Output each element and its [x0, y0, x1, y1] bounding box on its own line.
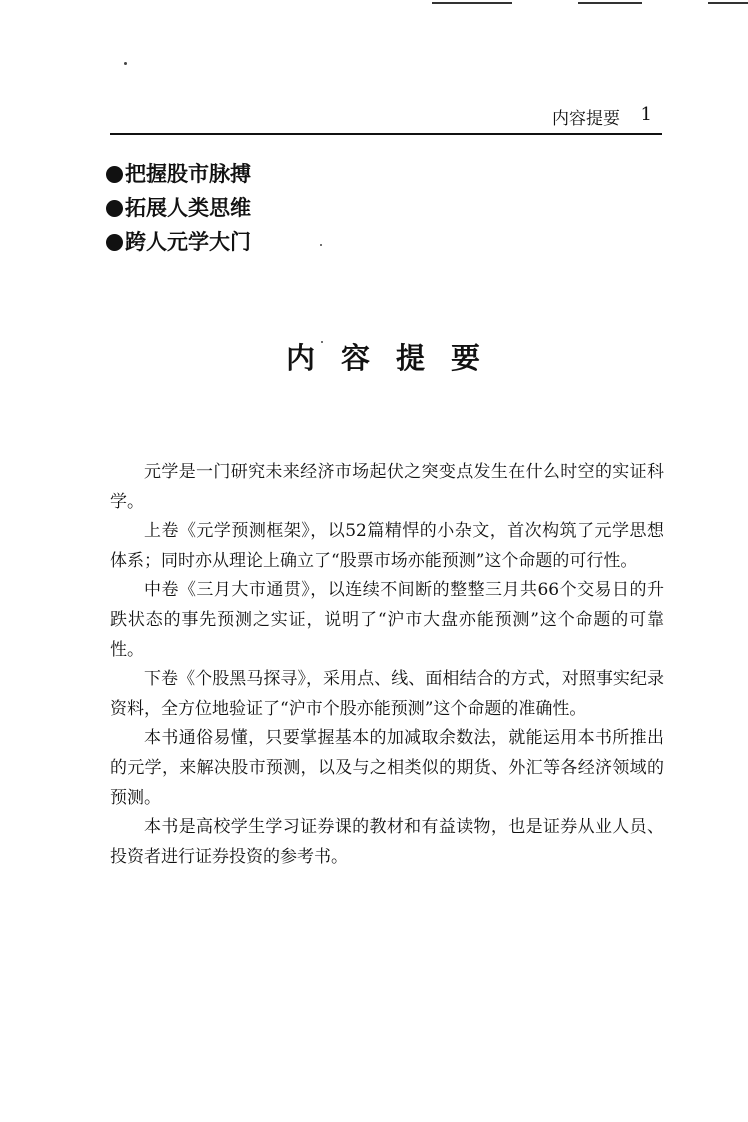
scan-edge-mark-2 [578, 2, 642, 4]
running-title: 内容提要 [552, 109, 620, 129]
scan-speck [320, 244, 322, 246]
header-rule [110, 133, 662, 135]
tagline-text: 把握股市脉搏 [125, 162, 251, 186]
tagline-item [106, 191, 251, 225]
scan-edge-mark-1 [432, 2, 512, 4]
tagline-item [106, 225, 251, 259]
summary-body [110, 458, 664, 872]
summary-paragraph: 元学是一门研究未来经济市场起伏之突变点发生在什么时空的实证科学。 [110, 462, 664, 512]
summary-paragraph: 上卷《元学预测框架》，以52篇精悍的小杂文，首次构筑了元学思想体系；同时亦从理论上确立了“股票市场亦能预测”这个命题的可行性。 [110, 521, 664, 571]
summary-paragraph: 中卷《三月大市通贯》，以连续不间断的整整三月共66个交易日的升跌状态的事先预测之实证，说明了“沪市大盘亦能预测”这个命题的可靠性。 [110, 580, 664, 660]
tagline-text: 拓展人类思维 [125, 196, 251, 220]
summary-paragraph: 本书通俗易懂，只要掌握基本的加减取余数法，就能运用本书所推出的元学，来解决股市预测，以及与之相类似的期货、外汇等各经济领域的预测。 [110, 728, 664, 808]
running-header [112, 104, 660, 130]
page-number: 1 [640, 104, 652, 125]
summary-paragraph: 本书是高校学生学习证券课的教材和有益读物，也是证券从业人员、投资者进行证券投资的参考书。 [110, 817, 664, 867]
section-title: 内容提要 [286, 341, 507, 375]
tagline-list [106, 157, 251, 259]
tagline-text: 跨人元学大门 [125, 230, 251, 254]
scan-speck [124, 62, 127, 65]
summary-paragraph: 下卷《个股黑马探寻》，采用点、线、面相结合的方式，对照事实纪录资料，全方位地验证了“沪市个股亦能预测”这个命题的准确性。 [110, 669, 664, 719]
bullet-icon [106, 234, 123, 251]
bullet-icon [106, 200, 123, 217]
scan-edge-mark-3 [708, 2, 748, 4]
bullet-icon [106, 166, 123, 183]
tagline-item [106, 157, 251, 191]
